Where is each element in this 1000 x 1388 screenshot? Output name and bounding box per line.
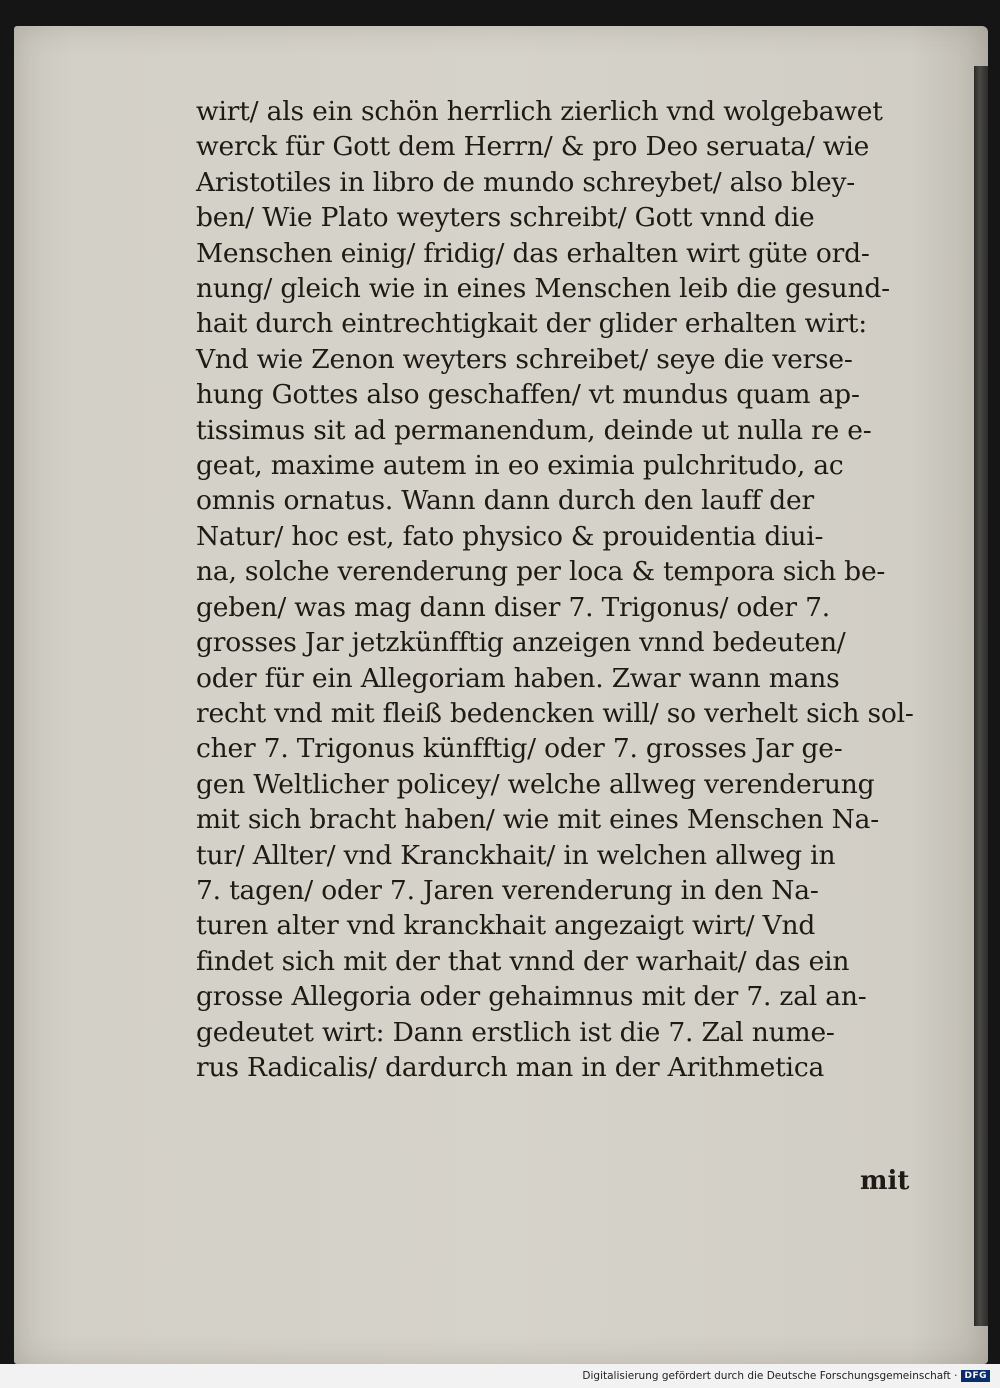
text-line: hait durch eintrechtigkait der glider erhalten wirt: [196, 308, 867, 340]
text-line: grosses Jar jetzkünfftig anzeigen vnnd bedeuten/ [196, 627, 846, 659]
dfg-logo-icon: DFG [961, 1370, 990, 1382]
text-line: gen Weltlicher policey/ welche allweg verenderung [196, 768, 875, 800]
digitization-credit-bar [0, 1364, 1000, 1388]
text-line: ben/ Wie Plato weyters schreibt/ Gott vnnd die [196, 202, 815, 234]
text-line: rus Radicalis/ dardurch man in der Arithmetica [196, 1051, 825, 1083]
text-line: cher 7. Trigonus künfftig/ oder 7. grosses Jar ge- [196, 733, 843, 765]
credit-text: Digitalisierung gefördert durch die Deutsche Forschungsgemeinschaft · [582, 1370, 958, 1382]
text-line: wirt/ als ein schön herrlich zierlich vnd wolgebawet [196, 96, 883, 127]
text-line: werck für Gott dem Herrn/ & pro Deo seruata/ wie [196, 131, 870, 163]
text-line: oder für ein Allegoriam haben. Zwar wann mans [196, 662, 840, 694]
text-line: omnis ornatus. Wann dann durch den lauff der [196, 485, 814, 517]
text-line: tur/ Allter/ vnd Kranckhait/ in welchen allweg in [196, 839, 836, 871]
text-line: turen alter vnd kranckhait angezaigt wirt/ Vnd [196, 910, 816, 942]
text-line: geben/ was mag dann diser 7. Trigonus/ oder 7. [196, 591, 830, 623]
text-line: recht vnd mit fleiß bedencken will/ so verhelt sich sol- [196, 697, 914, 729]
text-line: Menschen einig/ fridig/ das erhalten wirt güte ord- [196, 237, 870, 269]
text-line: hung Gottes also geschaffen/ vt mundus quam ap- [196, 379, 860, 411]
text-line: na, solche verenderung per loca & tempora sich be- [196, 556, 886, 588]
text-line: mit sich bracht haben/ wie mit eines Menschen Na- [196, 804, 880, 836]
page-edge-shadow [974, 66, 988, 1326]
text-line: nung/ gleich wie in eines Menschen leib die gesund- [196, 273, 890, 305]
text-line: Natur/ hoc est, fato physico & prouidentia diui- [196, 520, 824, 552]
text-line: findet sich mit der that vnnd der warhait/ das ein [196, 945, 850, 977]
catchword: mit [860, 1166, 910, 1196]
text-line: gedeutet wirt: Dann erstlich ist die 7. Zal nume- [196, 1016, 835, 1048]
text-line: geat, maxime autem in eo eximia pulchritudo, ac [196, 450, 844, 482]
page-text-block [196, 94, 926, 1085]
text-line: Vnd wie Zenon weyters schreibet/ seye die verse- [196, 343, 853, 375]
text-line: grosse Allegoria oder gehaimnus mit der 7. zal an- [196, 981, 867, 1013]
text-line: Aristotiles in libro de mundo schreybet/ also bley- [196, 166, 855, 198]
text-line: tissimus sit ad permanendum, deinde ut nulla re e- [196, 414, 872, 446]
text-line: 7. tagen/ oder 7. Jaren verenderung in den Na- [196, 874, 819, 906]
